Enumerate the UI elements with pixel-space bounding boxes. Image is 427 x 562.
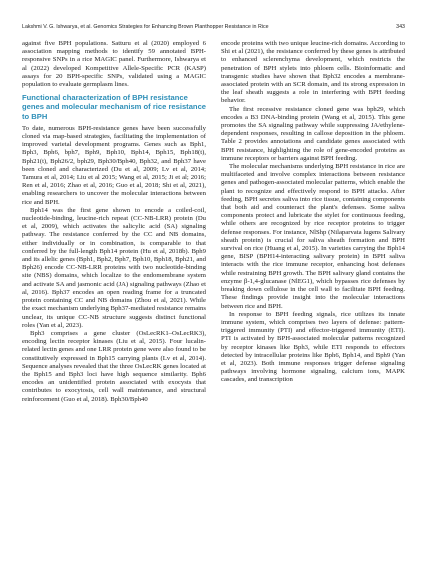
right-column <box>221 40 405 385</box>
left-column <box>22 40 206 404</box>
section-heading: Functional characterization of BPH resistance genes and molecular mechanism of rice resistance to BPH <box>22 93 207 121</box>
running-header-citation <box>22 24 269 30</box>
paragraph: Bph14 was the first gene shown to encode a coiled-coil, nucleotide-binding, leucine-rich repeat (CC-NB-LRR) protein (Du et al, 2009), which activates the salicylic acid (SA) signaling pathway. The resistance conferred by the CC and NB domains, either individually or in combination, is comparable to that conferred by the full-length Bph14 protein (Hu et al, 2018b). Bph9 and its allelic genes (Bph1, Bph2, Bph7, Bph10, Bph18, Bph21, and Bph26) encode CC-NB-LRR proteins with two nucleotide-binding site (NBS) domains, which localize to the endomembrane system and activate SA and jasmonic acid (JA) signaling pathways (Zhao et al, 2016). Bph37 encodes an open reading frame for a truncated protein containing CC and NB domains (Zhou et al, 2021). While the exact mechanism underlying Bph37-mediated resistance remains unclear, its unique CC-NB structure suggests distinct functional roles (Yan et al, 2023). <box>22 206 206 329</box>
paragraph: In response to BPH feeding signals, rice utilizes its innate immune system, which comprises two layers of defense: pattern-triggered immunity (PTI) and effector-triggered immunity (ETI). PTI is activated by BPH-associated molecular patterns recognized by receptor kinases like Bph3, while ETI responds to effectors detected by intracellular proteins like Bph6, Bph14, and Bph9 (Yan et al, 2023). Both immune responses trigger defense signaling pathways involving hormone signaling, calcium ions, MAPK cascades, and transcription <box>221 310 405 384</box>
paragraph: The molecular mechanisms underlying BPH resistance in rice are multifaceted and involve complex interactions between resistance genes and pathogen-associated molecular patterns, which enable the plant to recognize and effectively respond to BPH attacks. After feeding, BPH secretes saliva into rice tissue, containing components that both aid and counteract the plant's defenses. Some saliva components protect and lubricate the stylet for continuous feeding, while others are recognized by rice receptor proteins to trigger defense responses. For instance, NlShp (Nilaparvata lugens Salivary sheath protein) is crucial for saliva sheath formation and BPH survival on rice (Huang et al, 2015). In varieties carrying the Bph14 gene, BISP (BPH14-interacting salivary protein) in BPH saliva interacts with the rice immune receptor, enhancing host defenses while restraining BPH growth. The BPH salivary gland contains the enzyme β-1,4-glucanase (NlEG1), which bypasses rice defenses by breaking down cellulose in the cell wall to facilitate BPH feeding. These findings provide insight into the molecular interactions between rice and BPH. <box>221 163 405 310</box>
paragraph: The first recessive resistance cloned gene was bph29, which encodes a B3 DNA-binding protein (Wang et al, 2015). This gene promotes the SA signaling pathway while suppressing JA/ethylene-dependent responses, resulting in callose deposition in the phloem. Table 2 provides annotations and candidate genes associated with BPH resistance, highlighting the role of gene-encoded proteins as immune receptors or barriers against BPH feeding. <box>221 105 405 162</box>
paragraph-continued: encode proteins with two unique leucine-rich domains. According to Shi et al (2021), the resistance conferred by these genes is attributed to enhanced sclerenchyma development, which restricts the penetration of BPH stylets into phloem cells. Bioinformatic and transgenic studies have shown that Bph32 encodes a membrane-associated protein with an SCR domain, and its strong expression in the leaf sheath suggests a role in interfering with BPH feeding behavior. <box>221 40 405 105</box>
paragraph-continued: against five BPH populations. Satturu et al (2020) employed 6 association mapping methods to identify 59 annotated BPH-responsive SNPs in a rice MAGIC panel. Furthermore, Ishwarya et al (2022) developed Kompetitive Allele-Specific PCR (KASP) assays for 20 BPH-specific SNPs, validated using a MAGIC population to evaluate germplasm lines. <box>22 40 206 89</box>
paragraph: To date, numerous BPH-resistance genes have been successfully cloned via map-based strategies, facilitating the implementation of improved varietal development programs. Genes such as Bph1, Bph3, Bph6, bph7, Bph9, Bph10, Bph14, Bph15, Bph18(t), Bph21(t), Bph26/2, bph29, Bph30/Bph40, Bph32, and Bph37 have been cloned and characterized (Du et al, 2009; Lv et al, 2014; Tamura et al, 2014; Liu et al 2015; Wang et al, 2015; Ji et al; 2016; Ren et al, 2016; Zhao et al, 2016; Guo et al, 2018; Shi et al, 2021), enabling researchers to uncover the molecular interactions between rice and BPH. <box>22 124 206 206</box>
running-header <box>22 24 405 34</box>
paragraph: Bph3 comprises a gene cluster (OsLecRK1–OsLecRK3), encoding lectin receptor kinases (Liu et al, 2015). Four lucalin-related lectin genes and one LRR protein gene were also found to be constitutively expressed in Bph15 carrying plants (Lv et al, 2014). Sequence analyses revealed that the three OsLecRK genes located at the Bph15 and Bph3 loci have high sequence similarity. Bph6 encodes an unidentified protein associated with exocysts that contributes to exocytosis, cell wall maintenance, and structural reinforcement (Guo et al, 2018). Bph30/Bph40 <box>22 329 206 403</box>
page-number: 343 <box>396 24 405 30</box>
running-header-title: Genomics Strategies for Enhancing Brown Planthopper Resistance in Rice <box>93 24 269 30</box>
running-header-authors: Lakshmi V. G. Ishwarya, et al. <box>22 24 92 30</box>
